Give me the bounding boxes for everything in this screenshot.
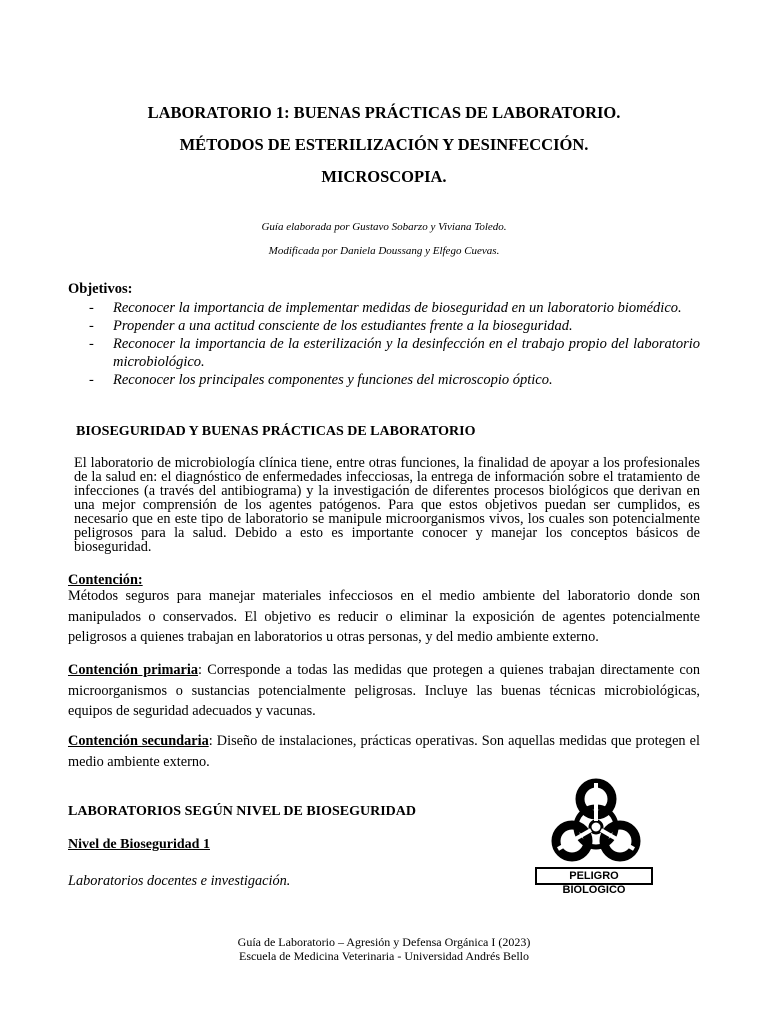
list-dash: - <box>89 300 94 316</box>
niveles-heading: LABORATORIOS SEGÚN NIVEL DE BIOSEGURIDAD <box>68 804 417 819</box>
objective-item: - Reconocer la importancia de la esterilización y la desinfección en el trabajo propio del laboratorio microbiológico. <box>89 336 700 370</box>
objective-item: - Propender a una actitud consciente de los estudiantes frente a la bioseguridad. <box>89 318 573 334</box>
bioseguridad-heading: BIOSEGURIDAD Y BUENAS PRÁCTICAS DE LABORATORIO <box>76 424 476 439</box>
objectives-list <box>68 299 700 389</box>
contencion-heading: Contención: <box>68 572 143 588</box>
list-dash: - <box>89 318 94 334</box>
contencion-secundaria-label: Contención secundaria <box>68 733 209 749</box>
objective-item: - Reconocer los principales componentes y funciones del microscopio óptico. <box>89 372 553 388</box>
nivel1-heading: Nivel de Bioseguridad 1 <box>68 837 210 852</box>
byline-authors: Guía elaborada por Gustavo Sobarzo y Viviana Toledo. <box>261 221 507 233</box>
contencion-primaria-label: Contención primaria <box>68 662 199 678</box>
hazard-label: PELIGRO BIOLÓGICO <box>535 867 653 885</box>
objectives-heading: Objetivos: <box>68 281 133 297</box>
contencion-secundaria-paragraph: Contención secundaria: Diseño de instalaciones, prácticas operativas. Son aquellas medidas que protegen el medio ambiente externo. <box>68 733 700 770</box>
title-line-1: LABORATORIO 1: BUENAS PRÁCTICAS DE LABORATORIO. <box>147 103 621 122</box>
footer-line-2: Escuela de Medicina Veterinaria - Universidad Andrés Bello <box>238 949 529 963</box>
bioseguridad-paragraph: El laboratorio de microbiología clínica tiene, entre otras funciones, la finalidad de apoyar a los profesionales de la salud en: el diagnóstico de enfermedades infecciosas, la entrega de información sobre el tratamiento de infecciones (a través del antibiograma) y la investigación de diferentes procesos biológicos que derivan en una mejor comprensión de los agentes patógenos. Para que estos objetivos puedan ser cumplidos, es necesario que en este tipo de laboratorio se manipule microorganismos vivos, los cuales son potencialmente peligrosos para la salud. Debido a esto es importante conocer y manejar los conceptos básicos de bioseguridad. <box>74 455 700 555</box>
nivel1-text: Laboratorios docentes e investigación. <box>68 873 291 889</box>
list-dash: - <box>89 336 94 352</box>
contencion-paragraph: Métodos seguros para manejar materiales infecciosos en el medio ambiente del laboratorio donde son manipulados o conservados. El objetivo es reducir o eliminar la exposición de agentes potencialmente peligrosos a quienes trabajan en laboratorios u otras personas, y del medio ambiente externo. <box>68 588 700 645</box>
title-line-3: MICROSCOPIA. <box>321 167 447 186</box>
objective-item: - Reconocer la importancia de implementar medidas de bioseguridad en un laboratorio biomédico. <box>89 300 682 316</box>
title-line-2: MÉTODOS DE ESTERILIZACIÓN Y DESINFECCIÓN. <box>179 135 589 154</box>
footer-line-1: Guía de Laboratorio – Agresión y Defensa Orgánica I (2023) <box>237 935 531 949</box>
byline-modified: Modificada por Daniela Doussang y Elfego Cuevas. <box>268 245 500 257</box>
list-dash: - <box>89 372 94 388</box>
contencion-primaria-paragraph: Contención primaria: Corresponde a todas las medidas que protegen a quienes trabajan directamente con microorganismos o sustancias potencialmente peligrosas. Incluye las buenas técnicas microbiológicas, equipos de seguridad adecuados y vacunas. <box>68 662 700 719</box>
